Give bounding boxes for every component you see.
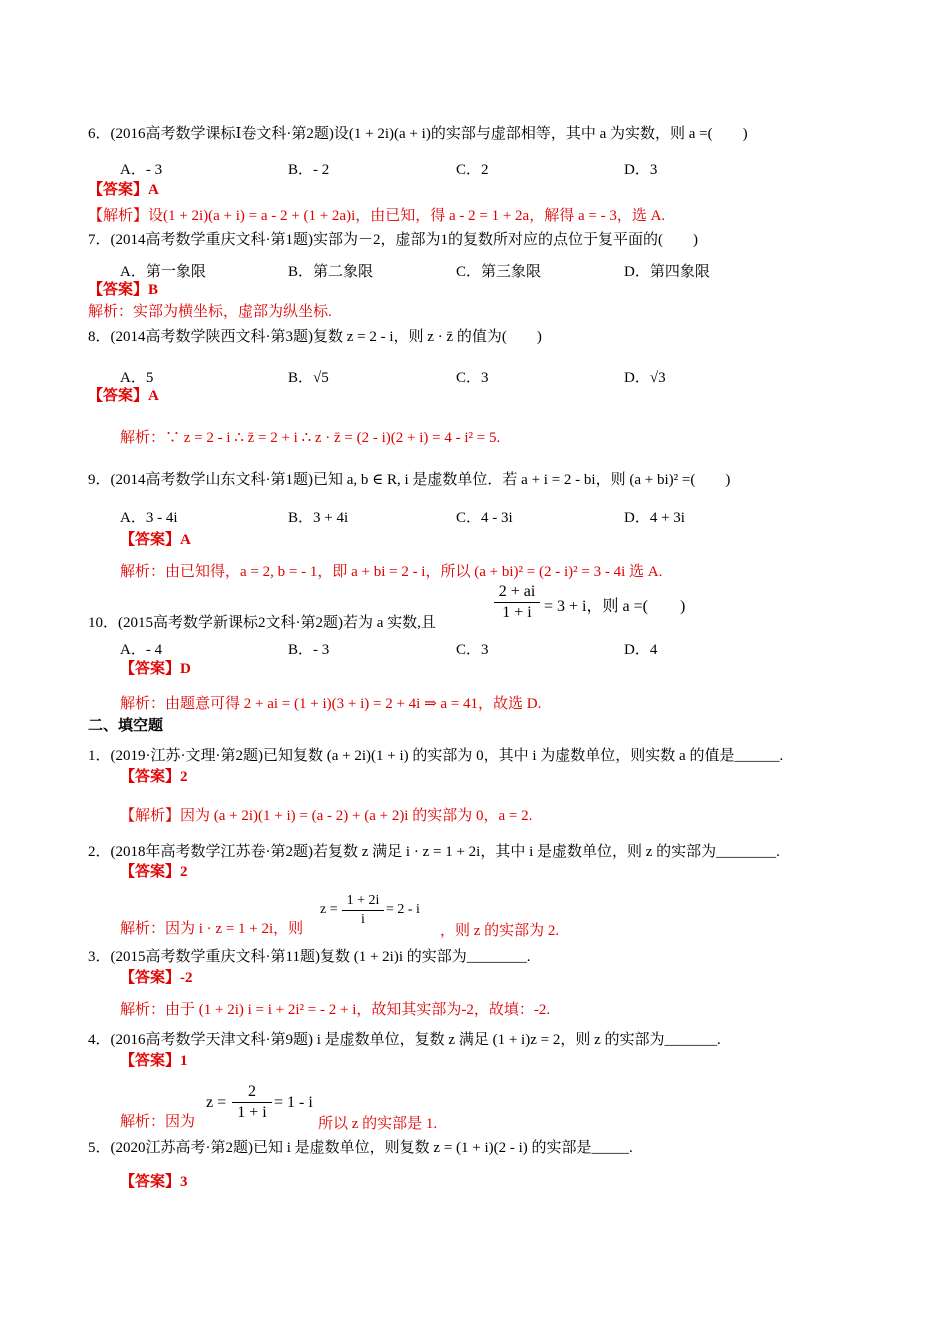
question-number: 10． — [88, 615, 119, 631]
fraction-numerator: 2 — [248, 1083, 256, 1100]
question-text: (2018年高考数学江苏卷·第2题)若复数 z 满足 i · z = 1 + 2i，其中 i 是虚数单位，则 z 的实部为________. — [110, 844, 780, 860]
question-number: 6． — [88, 126, 111, 142]
question-number: 8． — [88, 329, 111, 345]
question-text: (2014高考数学陕西文科·第3题)复数 z = 2 - i，则 z · z̄ 的值为( ) — [110, 329, 542, 345]
fill-4-fraction — [232, 1082, 272, 1123]
question-9-stem — [88, 470, 730, 490]
q7-option-d: D．第四象限 — [624, 264, 710, 280]
q9-option-a: A．3 - 4i — [120, 510, 178, 526]
fill-4-fraction-lhs: z = — [206, 1094, 227, 1111]
q6-analysis: 【解析】设(1 + 2i)(a + i) = a - 2 + (1 + 2a)i，由已知，得 a - 2 = 1 + 2a，解得 a = - 3，选 A. — [88, 208, 666, 224]
question-text: (2016高考数学课标Ⅰ卷文科·第2题)设(1 + 2i)(a + i)的实部与虚部相等，其中 a 为实数，则 a =( ) — [110, 126, 748, 142]
question-number: 9． — [88, 472, 111, 488]
q6-option-c: C．2 — [456, 162, 489, 178]
question-text: (2015高考数学重庆文科·第11题)复数 (1 + 2i)i 的实部为________. — [110, 949, 531, 965]
question-number: 7． — [88, 232, 111, 248]
fill-5-stem — [88, 1138, 633, 1158]
q7-option-b: B．第二象限 — [288, 264, 374, 280]
q8-option-b: B．√5 — [288, 370, 329, 386]
q10-option-c: C．3 — [456, 642, 489, 658]
fill-2-fraction-rhs: = 2 - i — [386, 902, 420, 917]
q8-option-c: C．3 — [456, 370, 489, 386]
q6-option-b: B．- 2 — [288, 162, 330, 178]
q9-option-c: C．4 - 3i — [456, 510, 513, 526]
q7-analysis: 解析：实部为横坐标，虚部为纵坐标. — [88, 304, 332, 320]
fill-2-stem — [88, 842, 780, 862]
fill-4-answer: 【答案】1 — [120, 1053, 188, 1069]
question-7-stem — [88, 230, 698, 250]
q7-option-c: C．第三象限 — [456, 264, 542, 280]
question-number: 3． — [88, 949, 111, 965]
q6-option-d: D．3 — [624, 162, 658, 178]
question-8-stem — [88, 327, 542, 347]
fill-4-fraction-rhs: = 1 - i — [274, 1094, 313, 1111]
q7-answer: 【答案】B — [88, 282, 159, 298]
question-number: 2． — [88, 844, 111, 860]
question-text: (2020江苏高考·第2题)已知 i 是虚数单位，则复数 z = (1 + i)(2 - i) 的实部是_____. — [110, 1140, 633, 1156]
q10-analysis: 解析：由题意可得 2 + ai = (1 + i)(3 + i) = 2 + 4i ⇒ a = 41，故选 D. — [120, 696, 542, 712]
question-6-stem — [88, 124, 748, 144]
fraction-denominator: 1 + i — [502, 604, 532, 621]
q8-analysis: 解析：∵ z = 2 - i ∴ z̄ = 2 + i ∴ z · z̄ = (2 - i)(2 + i) = 4 - i² = 5. — [120, 430, 501, 446]
fill-3-analysis: 解析：由于 (1 + 2i) i = i + 2i² = - 2 + i，故知其实部为-2，故填：-2. — [120, 1002, 551, 1018]
question-text: (2014高考数学山东文科·第1题)已知 a, b ∈ R, i 是虚数单位．若 a + i = 2 - bi，则 (a + bi)² =( ) — [110, 472, 731, 488]
question-text: (2019·江苏·文理·第2题)已知复数 (a + 2i)(1 + i) 的实部为 0，其中 i 为虚数单位，则实数 a 的值是______. — [110, 748, 784, 764]
q9-option-b: B．3 + 4i — [288, 510, 349, 526]
q10-stem-post: = 3 + i，则 a =( ) — [544, 598, 686, 615]
question-text: (2014高考数学重庆文科·第1题)实部为－2，虚部为1的复数所对应的点位于复平面的( ) — [110, 232, 698, 248]
q6-option-a: A．- 3 — [120, 162, 163, 178]
fill-2-analysis-post: ，则 z 的实部为 2. — [440, 923, 560, 939]
fill-1-stem — [88, 746, 783, 766]
fill-1-analysis: 【解析】因为 (a + 2i)(1 + i) = (a - 2) + (a + 2)i 的实部为 0，a = 2. — [120, 808, 533, 824]
q9-option-d: D．4 + 3i — [624, 510, 685, 526]
fill-1-answer: 【答案】2 — [120, 769, 188, 785]
fill-2-fraction — [342, 892, 384, 929]
q8-option-d: D．√3 — [624, 370, 666, 386]
fill-2-answer: 【答案】2 — [120, 864, 188, 880]
question-text: (2016高考数学天津文科·第9题) i 是虚数单位，复数 z 满足 (1 + i)z = 2，则 z 的实部为_______. — [110, 1032, 721, 1048]
section-title: 二、填空题 — [88, 718, 164, 734]
fill-2-analysis-pre: 解析：因为 i · z = 1 + 2i，则 — [120, 921, 304, 937]
q9-answer: 【答案】A — [120, 532, 191, 548]
q8-option-a: A．5 — [120, 370, 154, 386]
fill-4-analysis-pre: 解析：因为 — [120, 1114, 196, 1130]
fill-2-fraction-lhs: z = — [320, 902, 338, 917]
question-number: 4． — [88, 1032, 111, 1048]
q9-analysis: 解析：由已知得，a = 2, b = - 1，即 a + bi = 2 - i，所以 (a + bi)² = (2 - i)² = 3 - 4i 选 A. — [120, 564, 663, 580]
fill-4-stem — [88, 1030, 721, 1050]
question-10-stem — [88, 613, 436, 633]
q10-option-a: A．- 4 — [120, 642, 163, 658]
question-number: 1． — [88, 748, 111, 764]
q8-answer: 【答案】A — [88, 388, 159, 404]
q10-fraction — [494, 582, 540, 623]
question-number: 5． — [88, 1140, 111, 1156]
q10-option-b: B．- 3 — [288, 642, 330, 658]
q7-option-a: A．第一象限 — [120, 264, 206, 280]
question-text: (2015高考数学新课标2文科·第2题)若为 a 实数,且 — [118, 615, 436, 631]
fraction-numerator: 2 + ai — [498, 583, 536, 600]
fill-4-analysis-post: 所以 z 的实部是 1. — [318, 1116, 438, 1132]
q10-answer: 【答案】D — [120, 661, 191, 677]
fraction-denominator: 1 + i — [237, 1104, 267, 1121]
fill-3-stem — [88, 947, 530, 967]
fraction-numerator: 1 + 2i — [346, 893, 380, 908]
q6-answer: 【答案】A — [88, 182, 159, 198]
q10-option-d: D．4 — [624, 642, 658, 658]
fill-3-answer: 【答案】-2 — [120, 970, 193, 986]
fraction-denominator: i — [361, 912, 365, 927]
fill-5-answer: 【答案】3 — [120, 1174, 188, 1190]
